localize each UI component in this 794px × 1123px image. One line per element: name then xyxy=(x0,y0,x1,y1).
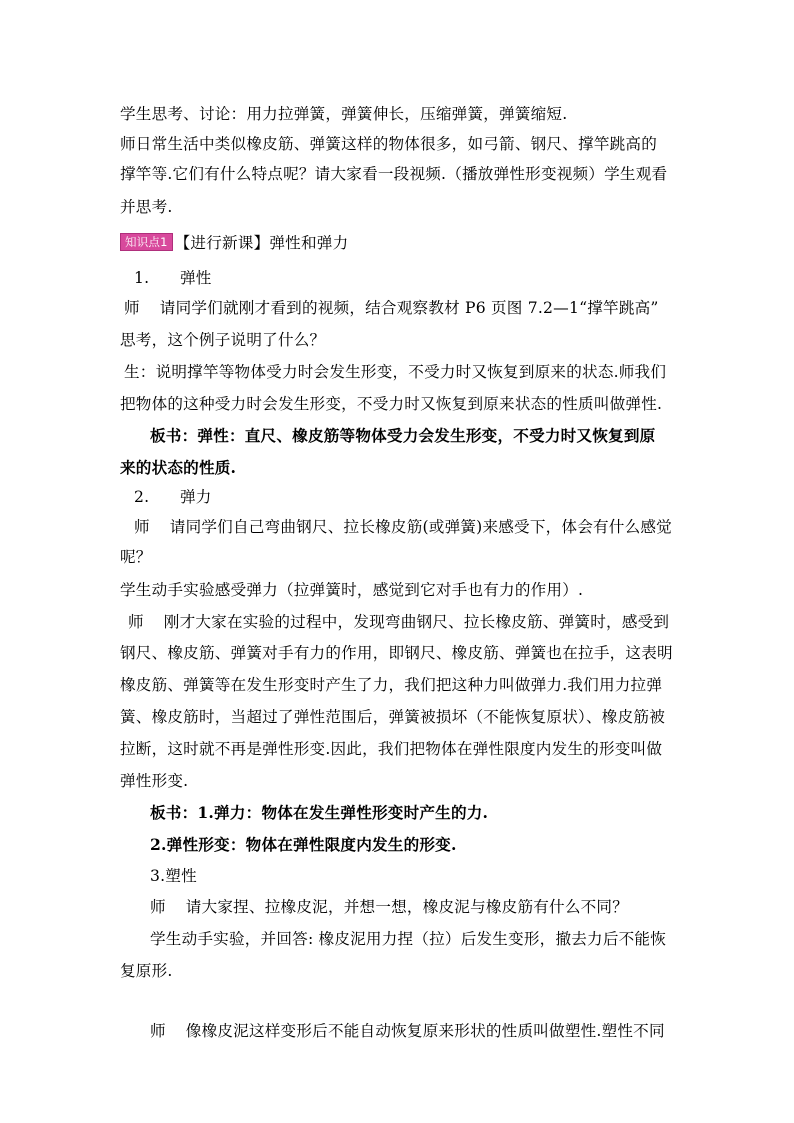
section-heading xyxy=(120,233,680,253)
teacher-text: 刚才大家在实验的过程中，发现弯曲钢尺、拉长橡皮筋、弹簧时，感受到 xyxy=(163,613,670,631)
teacher-line xyxy=(134,517,694,537)
item-title: 弹性 xyxy=(180,269,212,287)
teacher-line xyxy=(150,897,710,917)
teacher-line xyxy=(128,612,688,632)
board-note: 板书：1.弹力：物体在发生弹性形变时产生的力. xyxy=(150,803,489,822)
paragraph-line: 呢？ xyxy=(120,548,152,566)
teacher-label: 师 xyxy=(134,518,150,536)
paragraph-line: 学生思考、讨论：用力拉弹簧，弹簧伸长，压缩弹簧，弹簧缩短. xyxy=(120,105,568,123)
board-note: 2.弹性形变：物体在弹性限度内发生的形变. xyxy=(150,835,457,854)
item-heading xyxy=(134,268,694,288)
paragraph-line: 钢尺、橡皮筋、弹簧对手有力的作用，即钢尺、橡皮筋、弹簧也在拉手，这表明 xyxy=(120,644,673,662)
teacher-label: 师 xyxy=(150,898,166,916)
item-number: 1. xyxy=(134,269,150,287)
paragraph-line: 撑竿等.它们有什么特点呢？请大家看一段视频.（播放弹性形变视频）学生观看 xyxy=(120,165,668,183)
paragraph-line: 复原形. xyxy=(120,962,173,980)
item-title: 弹力 xyxy=(180,488,212,506)
item-number: 2. xyxy=(134,488,150,506)
paragraph-line: 簧、橡皮筋时，当超过了弹性范围后，弹簧被损坏（不能恢复原状）、橡皮筋被 xyxy=(120,708,665,726)
paragraph-line: 师日常生活中类似橡皮筋、弹簧这样的物体很多，如弓箭、钢尺、撑竿跳高的 xyxy=(120,135,657,153)
paragraph-line: 并思考. xyxy=(120,198,173,216)
paragraph-line: 学生动手实验感受弹力（拉弹簧时，感觉到它对手也有力的作用）. xyxy=(120,581,584,599)
paragraph-line: 思考，这个例子说明了什么？ xyxy=(120,331,326,349)
teacher-label: 师 xyxy=(150,1022,166,1040)
teacher-text: 请大家捏、拉橡皮泥，并想一想，橡皮泥与橡皮筋有什么不同？ xyxy=(185,898,629,916)
board-note: 板书：弹性：直尺、橡皮筋等物体受力会发生形变，不受力时又恢复到原 xyxy=(150,426,656,445)
paragraph-line: 橡皮筋、弹簧等在发生形变时产生了力，我们把这种力叫做弹力.我们用力拉弹 xyxy=(120,676,663,694)
teacher-label: 师 xyxy=(128,613,144,631)
teacher-text: 请同学们自己弯曲钢尺、拉长橡皮筋(或弹簧)来感受下，体会有什么感觉 xyxy=(169,518,672,536)
teacher-label: 师 xyxy=(124,299,140,317)
paragraph-line: 弹性形变. xyxy=(120,772,189,790)
paragraph-line: 来的状态的性质. xyxy=(120,458,237,477)
student-line: 学生动手实验，并回答: 橡皮泥用力捏（拉）后发生变形，撤去力后不能恢 xyxy=(150,930,667,948)
teacher-line xyxy=(124,298,684,318)
paragraph-line: 把物体的这种受力时会发生形变，不受力时又恢复到原来状态的性质叫做弹性. xyxy=(120,395,663,413)
paragraph-line: 拉断，这时就不再是弹性形变.因此，我们把物体在弹性限度内发生的形变叫做 xyxy=(120,740,663,758)
section-tag: 知识点1 xyxy=(120,233,173,251)
section-title: 【进行新课】弹性和弹力 xyxy=(174,234,349,252)
teacher-text: 请同学们就刚才看到的视频，结合观察教材 P6 页图 7.2—1“撑竿跳高” xyxy=(159,299,659,317)
paragraph-line: 生：说明撑竿等物体受力时会发生形变，不受力时又恢复到原来的状态.师我们 xyxy=(124,363,667,381)
item-heading: 3.塑性 xyxy=(150,867,197,885)
item-heading xyxy=(134,487,694,507)
teacher-line xyxy=(150,1021,710,1041)
teacher-text: 像橡皮泥这样变形后不能自动恢复原来形状的性质叫做塑性.塑性不同 xyxy=(185,1022,665,1040)
